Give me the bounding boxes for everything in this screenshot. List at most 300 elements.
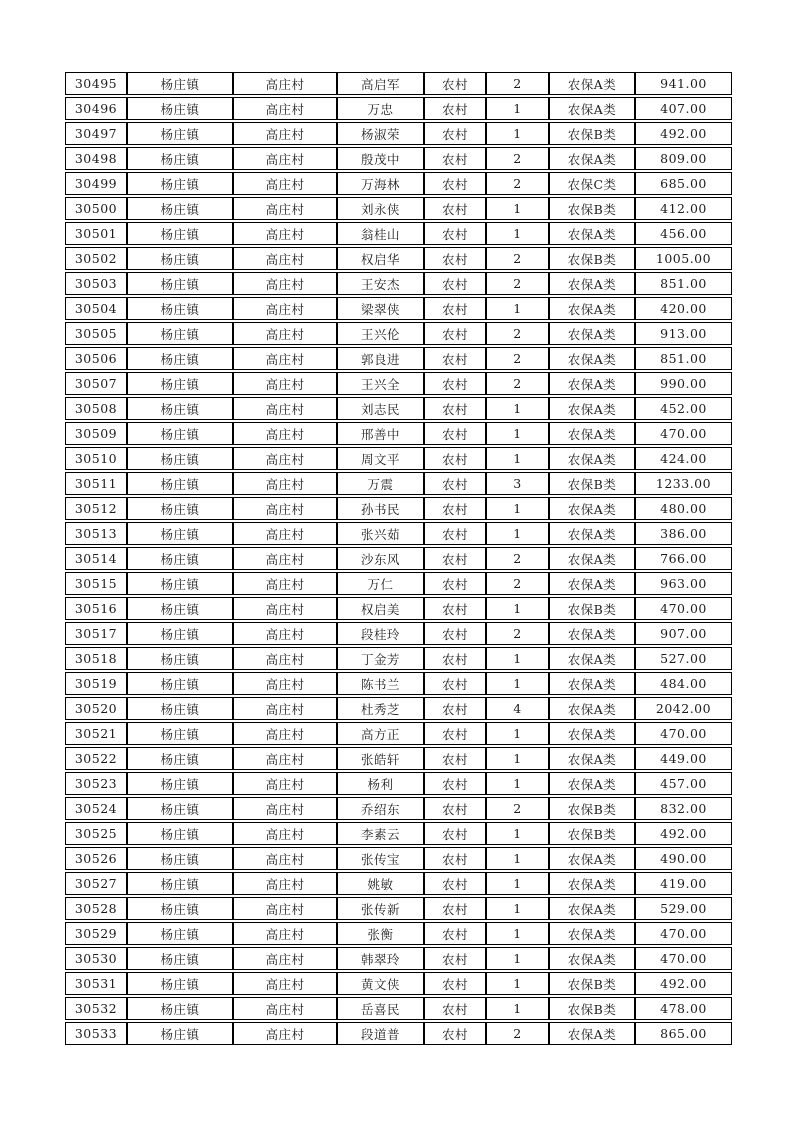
cell-person-count: 1 [486,97,549,120]
cell-person-count: 1 [486,522,549,545]
cell-record-id: 30507 [65,372,127,395]
cell-amount: 478.00 [635,997,732,1020]
cell-record-id: 30495 [65,72,127,95]
cell-record-id: 30502 [65,247,127,270]
table-row [65,997,732,1020]
cell-insurance-type: 农保A类 [549,697,635,720]
cell-village: 高庄村 [233,747,337,770]
cell-record-id: 30500 [65,197,127,220]
cell-person-count: 1 [486,722,549,745]
cell-amount: 1233.00 [635,472,732,495]
cell-residence-category: 农村 [424,897,486,920]
cell-residence-category: 农村 [424,972,486,995]
table-row [65,472,732,495]
cell-insurance-type: 农保B类 [549,197,635,220]
cell-residence-category: 农村 [424,372,486,395]
cell-record-id: 30505 [65,322,127,345]
cell-person-count: 2 [486,272,549,295]
cell-town: 杨庄镇 [127,597,233,620]
cell-residence-category: 农村 [424,947,486,970]
cell-residence-category: 农村 [424,272,486,295]
cell-insurance-type: 农保A类 [549,422,635,445]
cell-person-name: 杨利 [337,772,424,795]
cell-town: 杨庄镇 [127,422,233,445]
cell-person-count: 1 [486,972,549,995]
cell-person-count: 1 [486,672,549,695]
cell-record-id: 30496 [65,97,127,120]
cell-town: 杨庄镇 [127,947,233,970]
table-row [65,372,732,395]
cell-insurance-type: 农保A类 [549,722,635,745]
cell-residence-category: 农村 [424,547,486,570]
cell-village: 高庄村 [233,772,337,795]
cell-record-id: 30527 [65,872,127,895]
cell-record-id: 30513 [65,522,127,545]
cell-town: 杨庄镇 [127,297,233,320]
table-row [65,947,732,970]
cell-amount: 490.00 [635,847,732,870]
cell-amount: 492.00 [635,972,732,995]
cell-person-name: 段道普 [337,1022,424,1045]
cell-person-name: 万震 [337,472,424,495]
cell-record-id: 30503 [65,272,127,295]
cell-town: 杨庄镇 [127,772,233,795]
table-row [65,322,732,345]
table-row [65,772,732,795]
cell-town: 杨庄镇 [127,547,233,570]
cell-record-id: 30520 [65,697,127,720]
cell-residence-category: 农村 [424,322,486,345]
cell-amount: 492.00 [635,822,732,845]
cell-person-count: 1 [486,922,549,945]
table-row [65,497,732,520]
cell-person-count: 2 [486,372,549,395]
cell-amount: 2042.00 [635,697,732,720]
cell-record-id: 30498 [65,147,127,170]
cell-village: 高庄村 [233,722,337,745]
cell-town: 杨庄镇 [127,472,233,495]
cell-insurance-type: 农保A类 [549,397,635,420]
cell-residence-category: 农村 [424,422,486,445]
cell-town: 杨庄镇 [127,872,233,895]
cell-amount: 913.00 [635,322,732,345]
cell-person-count: 1 [486,822,549,845]
cell-record-id: 30529 [65,922,127,945]
cell-amount: 419.00 [635,872,732,895]
cell-insurance-type: 农保A类 [549,347,635,370]
cell-person-count: 1 [486,947,549,970]
table-row [65,397,732,420]
cell-town: 杨庄镇 [127,347,233,370]
table-row [65,922,732,945]
cell-person-count: 1 [486,997,549,1020]
cell-amount: 851.00 [635,272,732,295]
cell-record-id: 30516 [65,597,127,620]
cell-person-count: 1 [486,122,549,145]
cell-residence-category: 农村 [424,722,486,745]
cell-insurance-type: 农保B类 [549,972,635,995]
cell-village: 高庄村 [233,522,337,545]
cell-record-id: 30524 [65,797,127,820]
cell-residence-category: 农村 [424,497,486,520]
cell-residence-category: 农村 [424,997,486,1020]
cell-person-count: 1 [486,847,549,870]
cell-residence-category: 农村 [424,247,486,270]
cell-village: 高庄村 [233,572,337,595]
cell-record-id: 30508 [65,397,127,420]
cell-record-id: 30519 [65,672,127,695]
cell-record-id: 30533 [65,1022,127,1045]
cell-person-count: 1 [486,447,549,470]
table-row [65,547,732,570]
cell-residence-category: 农村 [424,447,486,470]
cell-person-name: 杜秀芝 [337,697,424,720]
cell-residence-category: 农村 [424,347,486,370]
cell-residence-category: 农村 [424,97,486,120]
cell-village: 高庄村 [233,822,337,845]
cell-town: 杨庄镇 [127,572,233,595]
cell-insurance-type: 农保B类 [549,597,635,620]
cell-village: 高庄村 [233,72,337,95]
cell-residence-category: 农村 [424,747,486,770]
cell-record-id: 30521 [65,722,127,745]
cell-amount: 527.00 [635,647,732,670]
cell-record-id: 30523 [65,772,127,795]
cell-town: 杨庄镇 [127,997,233,1020]
table-row [65,72,732,95]
cell-person-count: 1 [486,872,549,895]
cell-town: 杨庄镇 [127,622,233,645]
cell-record-id: 30522 [65,747,127,770]
cell-amount: 470.00 [635,922,732,945]
cell-residence-category: 农村 [424,197,486,220]
cell-residence-category: 农村 [424,797,486,820]
cell-amount: 1005.00 [635,247,732,270]
table-row [65,747,732,770]
cell-amount: 492.00 [635,122,732,145]
cell-town: 杨庄镇 [127,322,233,345]
cell-residence-category: 农村 [424,872,486,895]
cell-residence-category: 农村 [424,847,486,870]
cell-person-name: 杨淑荣 [337,122,424,145]
table-row [65,222,732,245]
table-row [65,597,732,620]
cell-record-id: 30515 [65,572,127,595]
cell-town: 杨庄镇 [127,197,233,220]
cell-town: 杨庄镇 [127,247,233,270]
cell-village: 高庄村 [233,147,337,170]
cell-residence-category: 农村 [424,147,486,170]
cell-amount: 809.00 [635,147,732,170]
cell-record-id: 30526 [65,847,127,870]
cell-person-name: 周文平 [337,447,424,470]
cell-amount: 407.00 [635,97,732,120]
table-row [65,1022,732,1045]
cell-amount: 529.00 [635,897,732,920]
cell-record-id: 30506 [65,347,127,370]
cell-person-count: 2 [486,797,549,820]
cell-town: 杨庄镇 [127,72,233,95]
cell-amount: 386.00 [635,522,732,545]
table-row [65,97,732,120]
cell-person-count: 1 [486,197,549,220]
table-row [65,122,732,145]
cell-person-count: 1 [486,497,549,520]
cell-record-id: 30510 [65,447,127,470]
cell-insurance-type: 农保C类 [549,172,635,195]
cell-town: 杨庄镇 [127,747,233,770]
cell-town: 杨庄镇 [127,122,233,145]
cell-person-count: 1 [486,422,549,445]
cell-record-id: 30504 [65,297,127,320]
cell-person-count: 1 [486,772,549,795]
cell-village: 高庄村 [233,997,337,1020]
cell-insurance-type: 农保B类 [549,247,635,270]
cell-person-count: 1 [486,747,549,770]
cell-person-name: 乔绍东 [337,797,424,820]
cell-insurance-type: 农保A类 [549,447,635,470]
cell-record-id: 30512 [65,497,127,520]
cell-person-name: 翁桂山 [337,222,424,245]
cell-person-name: 张衡 [337,922,424,945]
cell-insurance-type: 农保A类 [549,747,635,770]
cell-town: 杨庄镇 [127,972,233,995]
cell-town: 杨庄镇 [127,697,233,720]
cell-residence-category: 农村 [424,672,486,695]
cell-person-count: 1 [486,897,549,920]
table-row [65,297,732,320]
cell-amount: 990.00 [635,372,732,395]
table-row [65,847,732,870]
cell-town: 杨庄镇 [127,672,233,695]
cell-person-name: 段桂玲 [337,622,424,645]
cell-town: 杨庄镇 [127,1022,233,1045]
cell-residence-category: 农村 [424,697,486,720]
cell-person-name: 张兴茹 [337,522,424,545]
cell-person-count: 2 [486,1022,549,1045]
cell-village: 高庄村 [233,122,337,145]
cell-village: 高庄村 [233,547,337,570]
cell-town: 杨庄镇 [127,922,233,945]
table-row [65,272,732,295]
cell-person-name: 梁翠侠 [337,297,424,320]
cell-residence-category: 农村 [424,72,486,95]
cell-person-name: 韩翠玲 [337,947,424,970]
cell-insurance-type: 农保A类 [549,1022,635,1045]
cell-insurance-type: 农保A类 [549,72,635,95]
cell-village: 高庄村 [233,272,337,295]
cell-record-id: 30518 [65,647,127,670]
cell-amount: 470.00 [635,597,732,620]
cell-town: 杨庄镇 [127,797,233,820]
cell-person-count: 1 [486,222,549,245]
cell-insurance-type: 农保A类 [549,847,635,870]
cell-record-id: 30517 [65,622,127,645]
cell-insurance-type: 农保A类 [549,147,635,170]
table-row [65,647,732,670]
cell-person-name: 王安杰 [337,272,424,295]
cell-village: 高庄村 [233,647,337,670]
cell-village: 高庄村 [233,672,337,695]
cell-residence-category: 农村 [424,297,486,320]
cell-amount: 941.00 [635,72,732,95]
cell-person-name: 邢善中 [337,422,424,445]
cell-person-count: 1 [486,597,549,620]
cell-town: 杨庄镇 [127,172,233,195]
cell-person-name: 陈书兰 [337,672,424,695]
cell-insurance-type: 农保A类 [549,622,635,645]
cell-person-count: 2 [486,572,549,595]
cell-village: 高庄村 [233,247,337,270]
cell-residence-category: 农村 [424,597,486,620]
table-row [65,972,732,995]
cell-town: 杨庄镇 [127,497,233,520]
cell-village: 高庄村 [233,697,337,720]
cell-person-count: 2 [486,172,549,195]
table-row [65,622,732,645]
cell-person-name: 郭良进 [337,347,424,370]
cell-town: 杨庄镇 [127,272,233,295]
cell-amount: 865.00 [635,1022,732,1045]
cell-amount: 766.00 [635,547,732,570]
cell-person-name: 姚敏 [337,872,424,895]
cell-insurance-type: 农保A类 [549,872,635,895]
table-row [65,172,732,195]
cell-person-name: 岳喜民 [337,997,424,1020]
cell-person-count: 2 [486,72,549,95]
cell-residence-category: 农村 [424,122,486,145]
cell-amount: 480.00 [635,497,732,520]
cell-village: 高庄村 [233,447,337,470]
cell-insurance-type: 农保A类 [549,547,635,570]
table-row [65,722,732,745]
cell-insurance-type: 农保A类 [549,322,635,345]
cell-amount: 424.00 [635,447,732,470]
cell-insurance-type: 农保A类 [549,947,635,970]
cell-insurance-type: 农保A类 [549,297,635,320]
cell-village: 高庄村 [233,397,337,420]
table-row [65,697,732,720]
table-row [65,522,732,545]
table-row [65,797,732,820]
cell-amount: 470.00 [635,422,732,445]
cell-residence-category: 农村 [424,572,486,595]
cell-village: 高庄村 [233,297,337,320]
cell-record-id: 30514 [65,547,127,570]
cell-village: 高庄村 [233,497,337,520]
cell-person-name: 黄文侠 [337,972,424,995]
cell-person-count: 1 [486,397,549,420]
cell-person-name: 张传新 [337,897,424,920]
cell-village: 高庄村 [233,872,337,895]
cell-amount: 685.00 [635,172,732,195]
cell-amount: 412.00 [635,197,732,220]
cell-insurance-type: 农保A类 [549,647,635,670]
cell-record-id: 30525 [65,822,127,845]
cell-residence-category: 农村 [424,622,486,645]
table-row [65,422,732,445]
cell-person-name: 高方正 [337,722,424,745]
cell-record-id: 30532 [65,997,127,1020]
cell-person-name: 王兴全 [337,372,424,395]
cell-village: 高庄村 [233,347,337,370]
cell-person-name: 王兴伦 [337,322,424,345]
cell-village: 高庄村 [233,172,337,195]
cell-residence-category: 农村 [424,397,486,420]
cell-town: 杨庄镇 [127,897,233,920]
table-row [65,572,732,595]
cell-record-id: 30499 [65,172,127,195]
table-row [65,347,732,370]
cell-person-name: 高启军 [337,72,424,95]
cell-amount: 832.00 [635,797,732,820]
cell-person-count: 3 [486,472,549,495]
cell-person-name: 刘志民 [337,397,424,420]
cell-amount: 449.00 [635,747,732,770]
cell-insurance-type: 农保A类 [549,222,635,245]
cell-village: 高庄村 [233,922,337,945]
cell-village: 高庄村 [233,622,337,645]
cell-residence-category: 农村 [424,647,486,670]
cell-village: 高庄村 [233,197,337,220]
cell-insurance-type: 农保A类 [549,497,635,520]
cell-record-id: 30530 [65,947,127,970]
cell-village: 高庄村 [233,222,337,245]
cell-insurance-type: 农保A类 [549,672,635,695]
cell-town: 杨庄镇 [127,447,233,470]
cell-village: 高庄村 [233,97,337,120]
cell-village: 高庄村 [233,847,337,870]
cell-amount: 457.00 [635,772,732,795]
cell-person-name: 殷茂中 [337,147,424,170]
cell-person-name: 权启华 [337,247,424,270]
cell-record-id: 30528 [65,897,127,920]
table-row [65,822,732,845]
cell-town: 杨庄镇 [127,222,233,245]
cell-person-name: 万仁 [337,572,424,595]
cell-residence-category: 农村 [424,1022,486,1045]
cell-residence-category: 农村 [424,472,486,495]
cell-person-count: 2 [486,147,549,170]
cell-village: 高庄村 [233,597,337,620]
cell-person-count: 2 [486,622,549,645]
cell-insurance-type: 农保B类 [549,122,635,145]
cell-town: 杨庄镇 [127,97,233,120]
cell-village: 高庄村 [233,897,337,920]
cell-person-name: 刘永侠 [337,197,424,220]
cell-amount: 470.00 [635,722,732,745]
cell-person-name: 张传宝 [337,847,424,870]
records-table [65,70,732,1047]
table-row [65,872,732,895]
cell-amount: 484.00 [635,672,732,695]
table-row [65,197,732,220]
cell-residence-category: 农村 [424,822,486,845]
cell-person-count: 2 [486,247,549,270]
cell-amount: 963.00 [635,572,732,595]
cell-village: 高庄村 [233,1022,337,1045]
cell-town: 杨庄镇 [127,647,233,670]
cell-person-count: 2 [486,547,549,570]
cell-village: 高庄村 [233,797,337,820]
cell-amount: 456.00 [635,222,732,245]
cell-record-id: 30511 [65,472,127,495]
cell-amount: 470.00 [635,947,732,970]
cell-record-id: 30509 [65,422,127,445]
cell-residence-category: 农村 [424,222,486,245]
cell-amount: 420.00 [635,297,732,320]
cell-town: 杨庄镇 [127,372,233,395]
